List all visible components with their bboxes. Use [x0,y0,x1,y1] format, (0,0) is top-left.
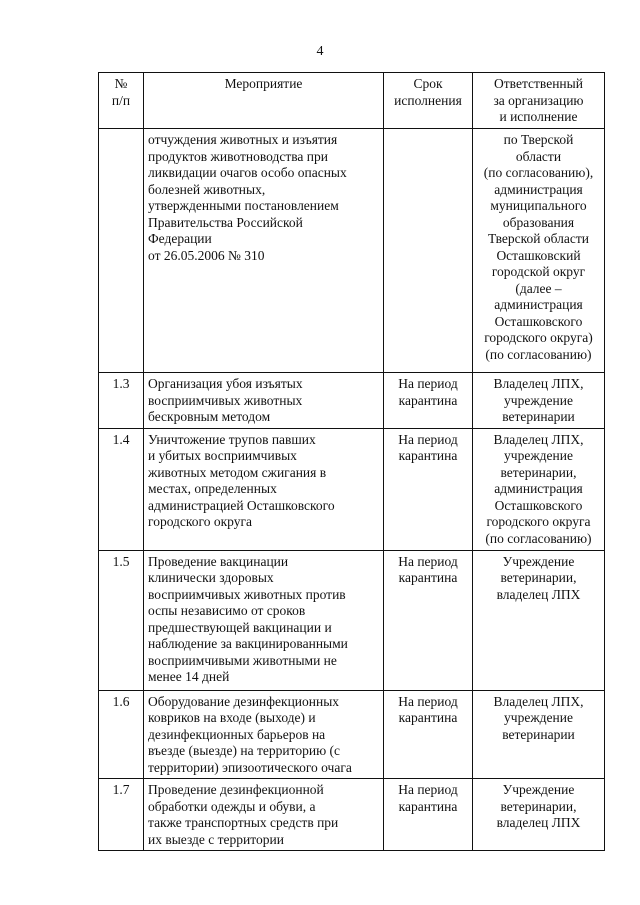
row-number: 1.3 [99,373,144,429]
row-number: 1.4 [99,428,144,550]
header-number: № п/п [99,73,144,129]
row-term: На период карантина [384,373,473,429]
table-row [99,129,605,373]
row-responsible: Владелец ЛПХ, учреждение ветеринарии, администрация Осташковского городского округа (по согласованию) [473,428,605,550]
measures-table [98,72,605,851]
row-number: 1.6 [99,690,144,779]
row-event: Проведение вакцинации клинически здоровых восприимчивых животных против оспы независимо от сроков предшествующей вакцинации и наблюдение за вакцинированными восприимчивыми животными не менее 14 дней [144,550,384,690]
row-responsible: по Тверской области (по согласованию), администрация муниципального образования Тверской области Осташковский городской округ (далее – администрация Осташковского городского округа) (по согласованию) [473,129,605,373]
page-number: 4 [316,44,324,59]
row-event: Проведение дезинфекционной обработки одежды и обуви, а также транспортных средств при их выезде с территории [144,779,384,851]
row-event: Оборудование дезинфекционных ковриков на входе (выходе) и дезинфекционных барьеров на въезде (выезде) на территорию (с территории) эпизоотического очага [144,690,384,779]
row-responsible: Учреждение ветеринарии, владелец ЛПХ [473,550,605,690]
row-number: 1.5 [99,550,144,690]
row-event: Организация убоя изъятых восприимчивых животных бескровным методом [144,373,384,429]
row-term [384,129,473,373]
row-responsible: Владелец ЛПХ, учреждение ветеринарии [473,690,605,779]
header-term: Срок исполнения [384,73,473,129]
row-event: отчуждения животных и изъятия продуктов животноводства при ликвидации очагов особо опасных болезней животных, утвержденными постановлением Правительства Российской Федерации от 26.05.2006 № 310 [144,129,384,373]
row-term: На период карантина [384,428,473,550]
header-event: Мероприятие [144,73,384,129]
row-responsible: Владелец ЛПХ, учреждение ветеринарии [473,373,605,429]
table-row [99,550,605,690]
row-event: Уничтожение трупов павших и убитых восприимчивых животных методом сжигания в местах, определенных администрацией Осташковского городского округа [144,428,384,550]
table-row [99,690,605,779]
header-responsible: Ответственный за организацию и исполнение [473,73,605,129]
table-row [99,779,605,851]
row-term: На период карантина [384,550,473,690]
table-row [99,373,605,429]
table-header-row [99,73,605,129]
row-term: На период карантина [384,779,473,851]
row-responsible: Учреждение ветеринарии, владелец ЛПХ [473,779,605,851]
row-term: На период карантина [384,690,473,779]
row-number [99,129,144,373]
table-row [99,428,605,550]
row-number: 1.7 [99,779,144,851]
